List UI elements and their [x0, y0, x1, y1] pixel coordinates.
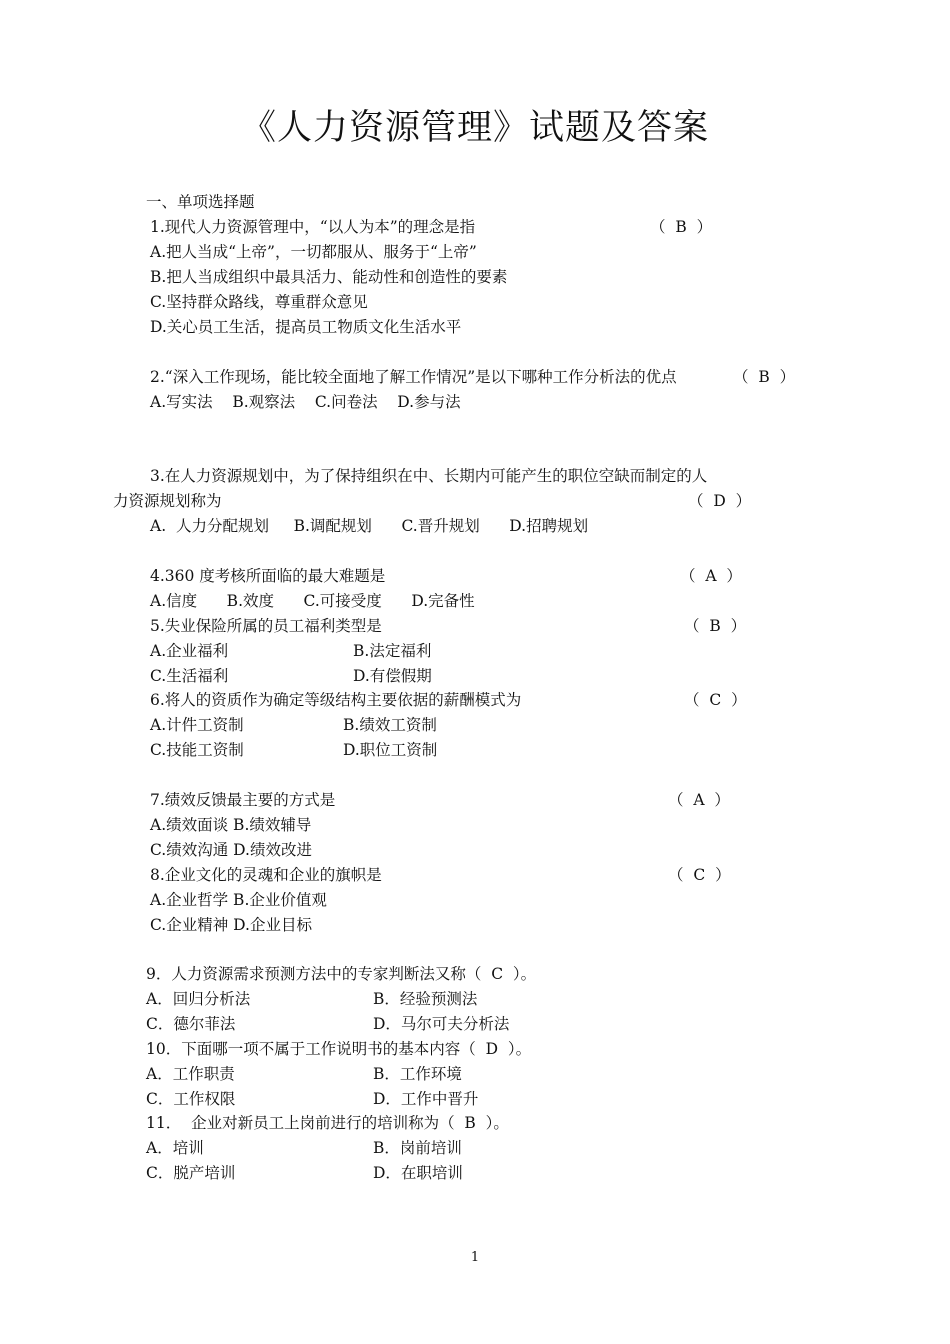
question-9-stem: 9．人力资源需求预测方法中的专家判断法又称（ C ）。 [146, 965, 537, 983]
question-10-option-c: C．工作权限 [146, 1090, 236, 1108]
question-8-answer: （ C ） [668, 866, 731, 884]
question-11-option-b: B．岗前培训 [373, 1139, 462, 1157]
question-7-options-ab: A.绩效面谈 B.绩效辅导 [150, 816, 312, 834]
question-10-option-a: A．工作职责 [146, 1065, 235, 1083]
question-6-answer: （ C ） [684, 691, 747, 709]
question-2-answer: （ B ） [733, 368, 796, 386]
question-11-option-c: C．脱产培训 [146, 1164, 236, 1182]
question-10-stem: 10．下面哪一项不属于工作说明书的基本内容（ D ）。 [146, 1040, 532, 1058]
question-1-stem: 1.现代人力资源管理中，“以人为本”的理念是指 [150, 218, 476, 236]
question-8-options-ab: A.企业哲学 B.企业价值观 [150, 891, 327, 909]
question-5-option-a: A.企业福利 [150, 642, 229, 660]
question-11-option-a: A．培训 [146, 1139, 204, 1157]
page-number: 1 [470, 1250, 480, 1265]
question-6-option-b: B.绩效工资制 [343, 716, 437, 734]
question-5-answer: （ B ） [684, 617, 747, 635]
question-4-stem: 4.360 度考核所面临的最大难题是 [150, 567, 386, 585]
question-2-options: A.写实法 B.观察法 C.问卷法 D.参与法 [150, 393, 461, 411]
question-3-options: A. 人力分配规划 B.调配规划 C.晋升规划 D.招聘规划 [150, 517, 589, 535]
question-10-option-d: D．工作中晋升 [373, 1090, 479, 1108]
question-8-stem: 8.企业文化的灵魂和企业的旗帜是 [150, 866, 382, 884]
question-7-stem: 7.绩效反馈最主要的方式是 [150, 791, 336, 809]
question-5-option-d: D.有偿假期 [353, 667, 432, 685]
question-1-option-b: B.把人当成组织中最具活力、能动性和创造性的要素 [150, 268, 508, 286]
question-9-option-b: B．经验预测法 [373, 990, 478, 1008]
question-6-option-d: D.职位工资制 [343, 741, 438, 759]
question-7-answer: （ A ） [668, 791, 730, 809]
question-11-stem: 11． 企业对新员工上岗前进行的培训称为（ B ）。 [146, 1114, 509, 1132]
question-5-option-c: C.生活福利 [150, 667, 229, 685]
question-10-option-b: B．工作环境 [373, 1065, 462, 1083]
question-8-options-cd: C.企业精神 D.企业目标 [150, 916, 312, 934]
question-7-options-cd: C.绩效沟通 D.绩效改进 [150, 841, 312, 859]
question-3-stem-line2: 力资源规划称为 [113, 492, 222, 510]
question-4-options: A.信度 B.效度 C.可接受度 D.完备性 [150, 592, 475, 610]
question-1-option-d: D.关心员工生活，提高员工物质文化生活水平 [150, 318, 462, 336]
question-1-option-c: C.坚持群众路线，尊重群众意见 [150, 293, 368, 311]
question-6-stem: 6.将人的资质作为确定等级结构主要依据的薪酬模式为 [150, 691, 522, 709]
section-heading: 一、单项选择题 [146, 193, 255, 211]
question-3-answer: （ D ） [688, 492, 752, 510]
question-1-answer: （ B ） [650, 218, 713, 236]
document-title: 《人力资源管理》试题及答案 [240, 108, 709, 148]
question-1-option-a: A.把人当成“上帝”，一切都服从、服务于“上帝” [150, 243, 477, 261]
question-3-stem-line1: 3.在人力资源规划中，为了保持组织在中、长期内可能产生的职位空缺而制定的人 [150, 467, 708, 485]
question-5-option-b: B.法定福利 [353, 642, 432, 660]
question-9-option-c: C．德尔菲法 [146, 1015, 236, 1033]
question-11-option-d: D．在职培训 [373, 1164, 463, 1182]
question-9-option-d: D．马尔可夫分析法 [373, 1015, 510, 1033]
question-9-option-a: A．回归分析法 [146, 990, 251, 1008]
question-4-answer: （ A ） [680, 567, 742, 585]
question-6-option-c: C.技能工资制 [150, 741, 244, 759]
question-2-stem: 2.“深入工作现场，能比较全面地了解工作情况”是以下哪种工作分析法的优点 [150, 368, 677, 386]
question-6-option-a: A.计件工资制 [150, 716, 244, 734]
question-5-stem: 5.失业保险所属的员工福利类型是 [150, 617, 382, 635]
